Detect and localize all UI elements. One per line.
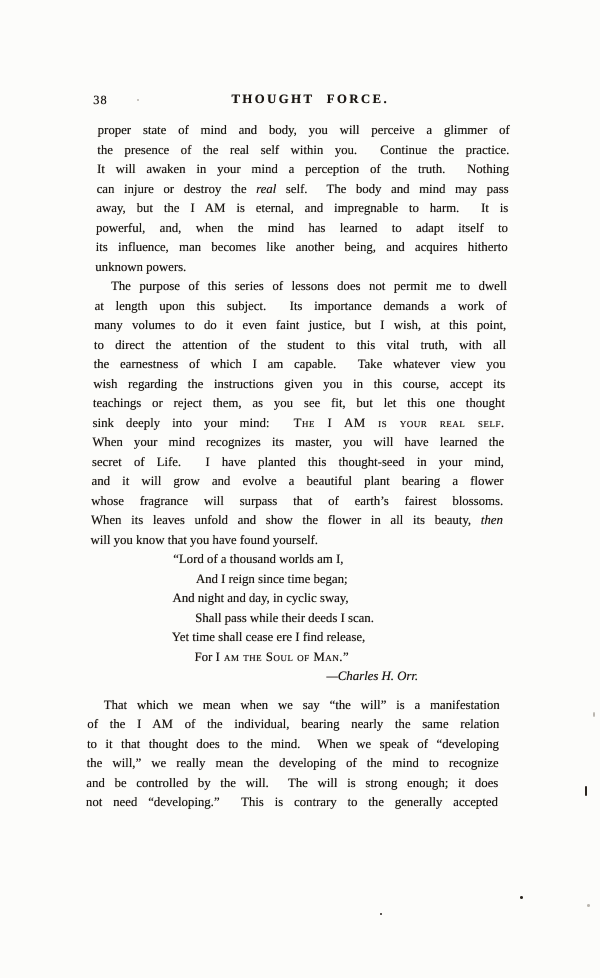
text-segment: —Charles H. Orr. xyxy=(326,669,419,683)
text-segment: When its leaves unfold and show the flower in all its beauty, xyxy=(90,513,481,527)
text-segment: at length upon this subject. Its importance demands a work of xyxy=(94,298,507,313)
text-segment: The I AM is your real self. xyxy=(293,415,505,430)
text-line xyxy=(173,570,502,590)
text-segment: When your mind recognizes its master, you will have learned the xyxy=(92,435,505,449)
text-segment: Yet time shall cease ere I find release, xyxy=(171,630,366,644)
text-line xyxy=(173,550,502,570)
text-segment: its influence, man becomes like another being, and acquires hitherto xyxy=(95,240,508,254)
text-segment: And night and day, in cyclic sway, xyxy=(172,591,349,605)
text-segment: That which we mean when we say “the will” is a manifestation xyxy=(103,697,500,712)
running-title: THOUGHT FORCE. xyxy=(231,92,390,106)
text-segment: and it will grow and evolve a beautiful plant bearing a flower xyxy=(91,474,504,488)
text-segment: The purpose of this series of lessons does not permit me to dwell xyxy=(110,279,508,293)
text-line xyxy=(87,715,499,735)
text-line xyxy=(92,433,504,453)
text-segment: “Lord of a thousand worlds am I, xyxy=(173,552,344,566)
text-line xyxy=(96,199,508,219)
text-segment: proper state of mind and body, you will perceive a glimmer of xyxy=(97,123,510,137)
scan-speck xyxy=(137,99,139,101)
page-header xyxy=(93,92,510,108)
text-line xyxy=(95,277,507,297)
poem-stanza xyxy=(171,550,502,667)
text-line xyxy=(96,238,508,258)
text-segment: not need “developing.” This is contrary to the generally accepted xyxy=(85,795,499,809)
page-scan-block xyxy=(86,0,512,813)
text-line xyxy=(94,297,506,317)
text-line xyxy=(92,414,504,434)
text-segment: real xyxy=(256,181,277,196)
text-line xyxy=(88,667,418,687)
text-line xyxy=(171,648,500,668)
text-segment: away, but the I AM is eternal, and impregnable to harm. It is xyxy=(96,201,509,215)
text-line xyxy=(96,219,508,239)
text-line xyxy=(93,394,505,414)
text-segment: will you know that you have found yourself. xyxy=(90,532,319,547)
text-line xyxy=(92,453,504,473)
text-line xyxy=(86,793,498,813)
text-line xyxy=(91,472,503,492)
text-line xyxy=(94,336,506,356)
paragraph-3 xyxy=(86,696,500,813)
text-segment: And I reign since time began; xyxy=(195,571,348,586)
text-segment: powerful, and, when the mind has learned to adapt itself to xyxy=(95,220,509,235)
text-line xyxy=(172,628,501,648)
text-segment: the presence of the real self within you. Continue the practice. xyxy=(97,142,510,157)
scan-speck xyxy=(380,913,382,915)
page-number: 38 xyxy=(93,93,108,107)
text-line xyxy=(90,531,502,551)
text-line xyxy=(87,735,499,755)
text-line xyxy=(88,696,500,716)
text-line xyxy=(95,258,507,278)
text-line xyxy=(97,180,509,200)
text-line xyxy=(98,121,510,141)
text-segment: the will,” we really mean the developing of the mind to recognize xyxy=(86,756,499,770)
scan-speck xyxy=(587,904,590,907)
text-segment: teachings or reject them, as you see fit, but let this one thought xyxy=(92,396,506,410)
text-line xyxy=(86,754,498,774)
text-segment: sink deeply into your mind: xyxy=(92,415,294,430)
paragraph-1 xyxy=(95,121,510,277)
paragraph-2 xyxy=(90,277,507,550)
text-segment: of the I AM of the individual, bearing nearly the same relation xyxy=(87,717,500,731)
text-line xyxy=(86,774,498,794)
text-segment: and be controlled by the will. The will is strong enough; it does xyxy=(86,775,499,790)
text-line xyxy=(172,609,501,629)
text-line xyxy=(172,589,501,609)
text-line xyxy=(93,375,505,395)
scan-speck xyxy=(520,896,523,899)
scan-speck xyxy=(585,786,587,796)
text-segment: whose fragrance will surpass that of earth’s fairest blossoms. xyxy=(91,493,504,508)
text-segment: secret of Life. I have planted this thought-seed in your mind, xyxy=(91,454,505,469)
text-segment: the earnestness of which I am capable. Take whatever view you xyxy=(93,357,506,371)
text-segment: wish regarding the instructions given you in this course, accept its xyxy=(93,376,506,391)
text-segment: to it that thought does to the mind. When we speak of “developing xyxy=(86,736,500,751)
text-segment: many volumes to do it even faint justice, but I wish, at this point, xyxy=(94,318,507,332)
text-line xyxy=(91,492,503,512)
text-segment: self. The body and mind may pass xyxy=(276,181,509,196)
text-line xyxy=(94,316,506,336)
text-segment: I am the Soul of Man.” xyxy=(215,649,350,664)
text-segment: then xyxy=(480,513,504,527)
text-line xyxy=(97,160,509,180)
text-line xyxy=(97,141,509,161)
text-segment: For xyxy=(194,649,216,664)
text-segment: can injure or destroy the xyxy=(96,181,257,196)
text-line xyxy=(93,355,505,375)
text-segment: unknown powers. xyxy=(95,259,187,274)
text-segment: It will awaken in your mind a perception of the truth. Nothing xyxy=(96,162,510,176)
text-segment: to direct the attention of the student to this vital truth, with all xyxy=(93,337,507,352)
text-segment: Shall pass while their deeds I scan. xyxy=(195,610,375,625)
text-line xyxy=(91,511,503,531)
poem-attribution xyxy=(88,667,500,687)
scan-speck xyxy=(593,712,595,717)
